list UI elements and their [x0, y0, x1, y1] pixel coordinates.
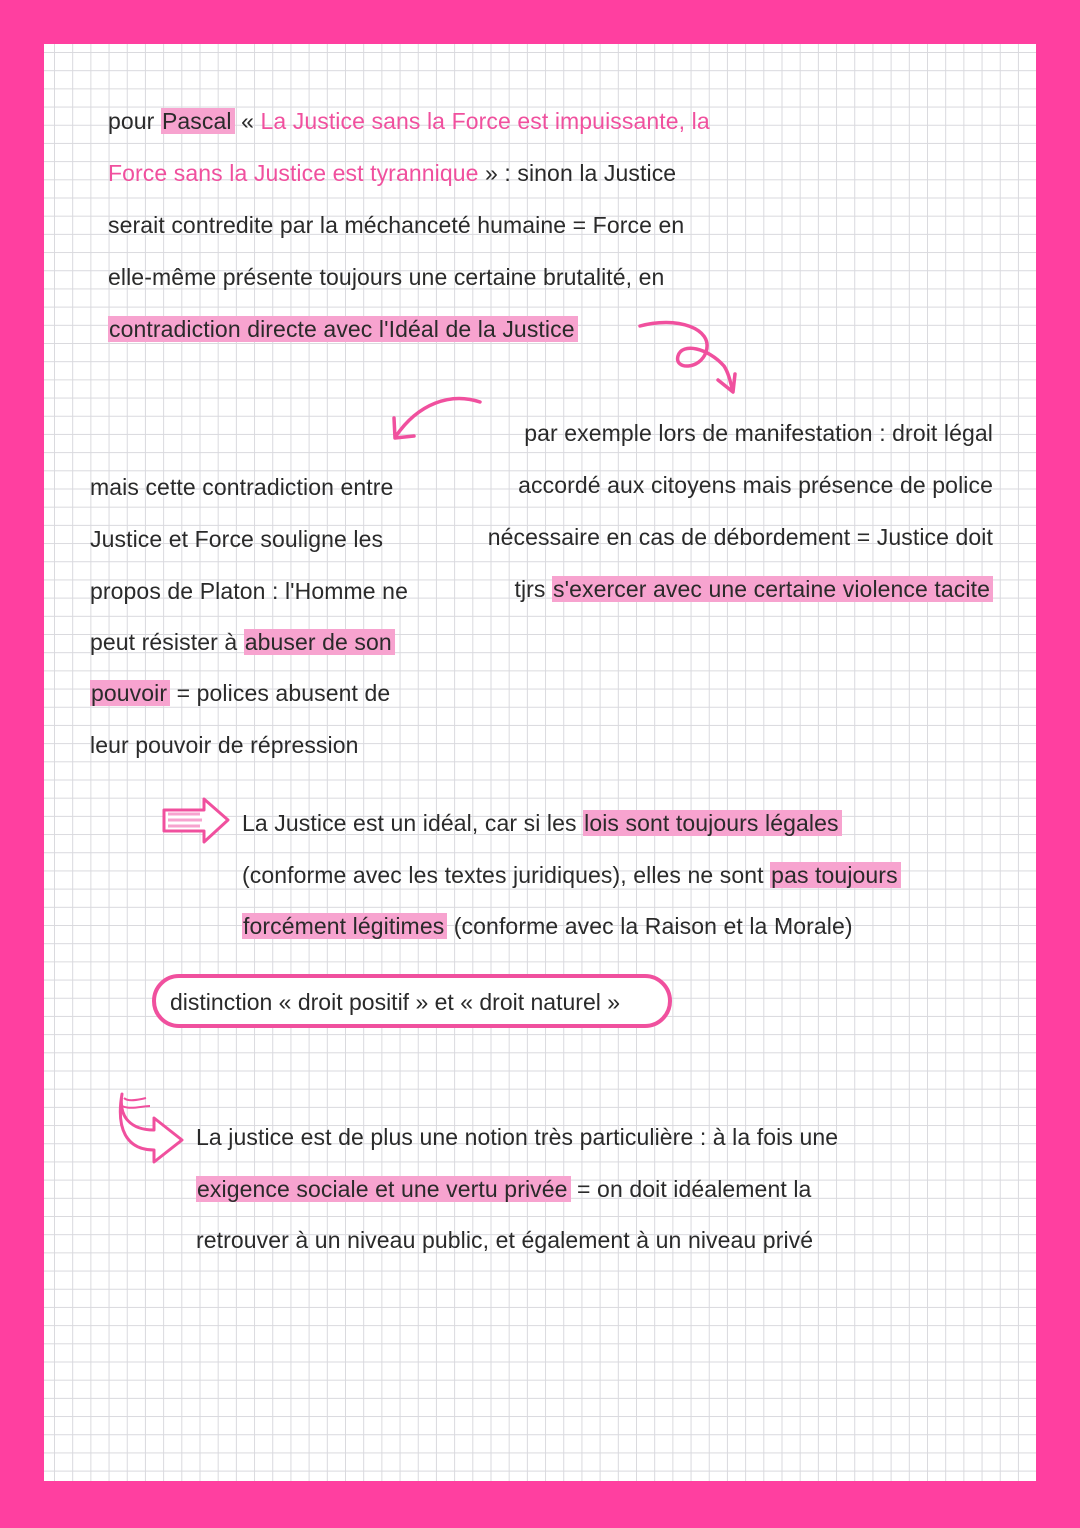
highlight-pas-toujours: pas toujours [770, 862, 901, 888]
distinction-text: distinction « droit positif » et « droit naturel » [170, 989, 621, 1015]
curved-left-arrow-icon [388, 392, 488, 452]
left-col-line-5: pouvoir = polices abusent de [91, 680, 391, 706]
left-col-line-6: leur pouvoir de répression [90, 732, 359, 758]
para3-line-3: retrouver à un niveau public, et également à un niveau privé [196, 1227, 814, 1253]
para1-line-2: Force sans la Justice est tyrannique » : sinon la Justice [108, 160, 677, 186]
curl-arrow-icon [636, 318, 746, 398]
highlight-pascal: Pascal [161, 108, 235, 134]
left-col-line-1: mais cette contradiction entre [90, 474, 394, 500]
left-col-line-2: Justice et Force souligne les [90, 526, 384, 552]
highlight-lois: lois sont toujours légales [583, 810, 841, 836]
block-arrow-icon [160, 796, 232, 846]
pascal-quote-cont: Force sans la Justice est tyrannique [108, 160, 479, 186]
highlight-contradiction: contradiction directe avec l'Idéal de la Justice [108, 316, 578, 342]
left-col-line-4: peut résister à abuser de son [90, 627, 395, 657]
para2-line-2: (conforme avec les textes juridiques), elles ne sont pas toujours [242, 860, 901, 890]
distinction-pill [152, 974, 672, 1028]
para3-line-2: exigence sociale et une vertu privée = on doit idéalement la [197, 1176, 812, 1202]
para1-line-5 [108, 314, 578, 344]
left-col-line-3: propos de Platon : l'Homme ne [90, 578, 408, 604]
highlight-exigence: exigence sociale et une vertu privée [196, 1176, 571, 1202]
para3-line-1: La justice est de plus une notion très particulière : à la fois une [196, 1124, 839, 1150]
highlight-legitimes: forcément légitimes [242, 913, 447, 939]
highlight-pouvoir: pouvoir [90, 680, 170, 706]
highlight-abuser: abuser de son [244, 629, 395, 655]
right-col-line-2: accordé aux citoyens mais présence de police [518, 472, 993, 498]
para1-line-3: serait contredite par la méchanceté humaine = Force en [108, 212, 685, 238]
right-col-line-3: nécessaire en cas de débordement = Justice doit [487, 524, 993, 550]
right-col-line-4: tjrs s'exercer avec une certaine violence tacite [514, 574, 993, 604]
bent-arrow-icon [114, 1088, 190, 1168]
highlight-violence: s'exercer avec une certaine violence tacite [552, 576, 993, 602]
para1-line-1: pour Pascal « La Justice sans la Force est impuissante, la [108, 108, 710, 134]
para2-line-1: La Justice est un idéal, car si les lois sont toujours légales [242, 808, 842, 838]
grid-paper [44, 44, 1036, 1481]
para1-line-4: elle-même présente toujours une certaine brutalité, en [108, 264, 665, 290]
para2-line-3: forcément légitimes (conforme avec la Raison et la Morale) [243, 913, 853, 939]
pascal-quote: La Justice sans la Force est impuissante, la [260, 108, 710, 134]
right-col-line-1: par exemple lors de manifestation : droit légal [524, 420, 993, 446]
